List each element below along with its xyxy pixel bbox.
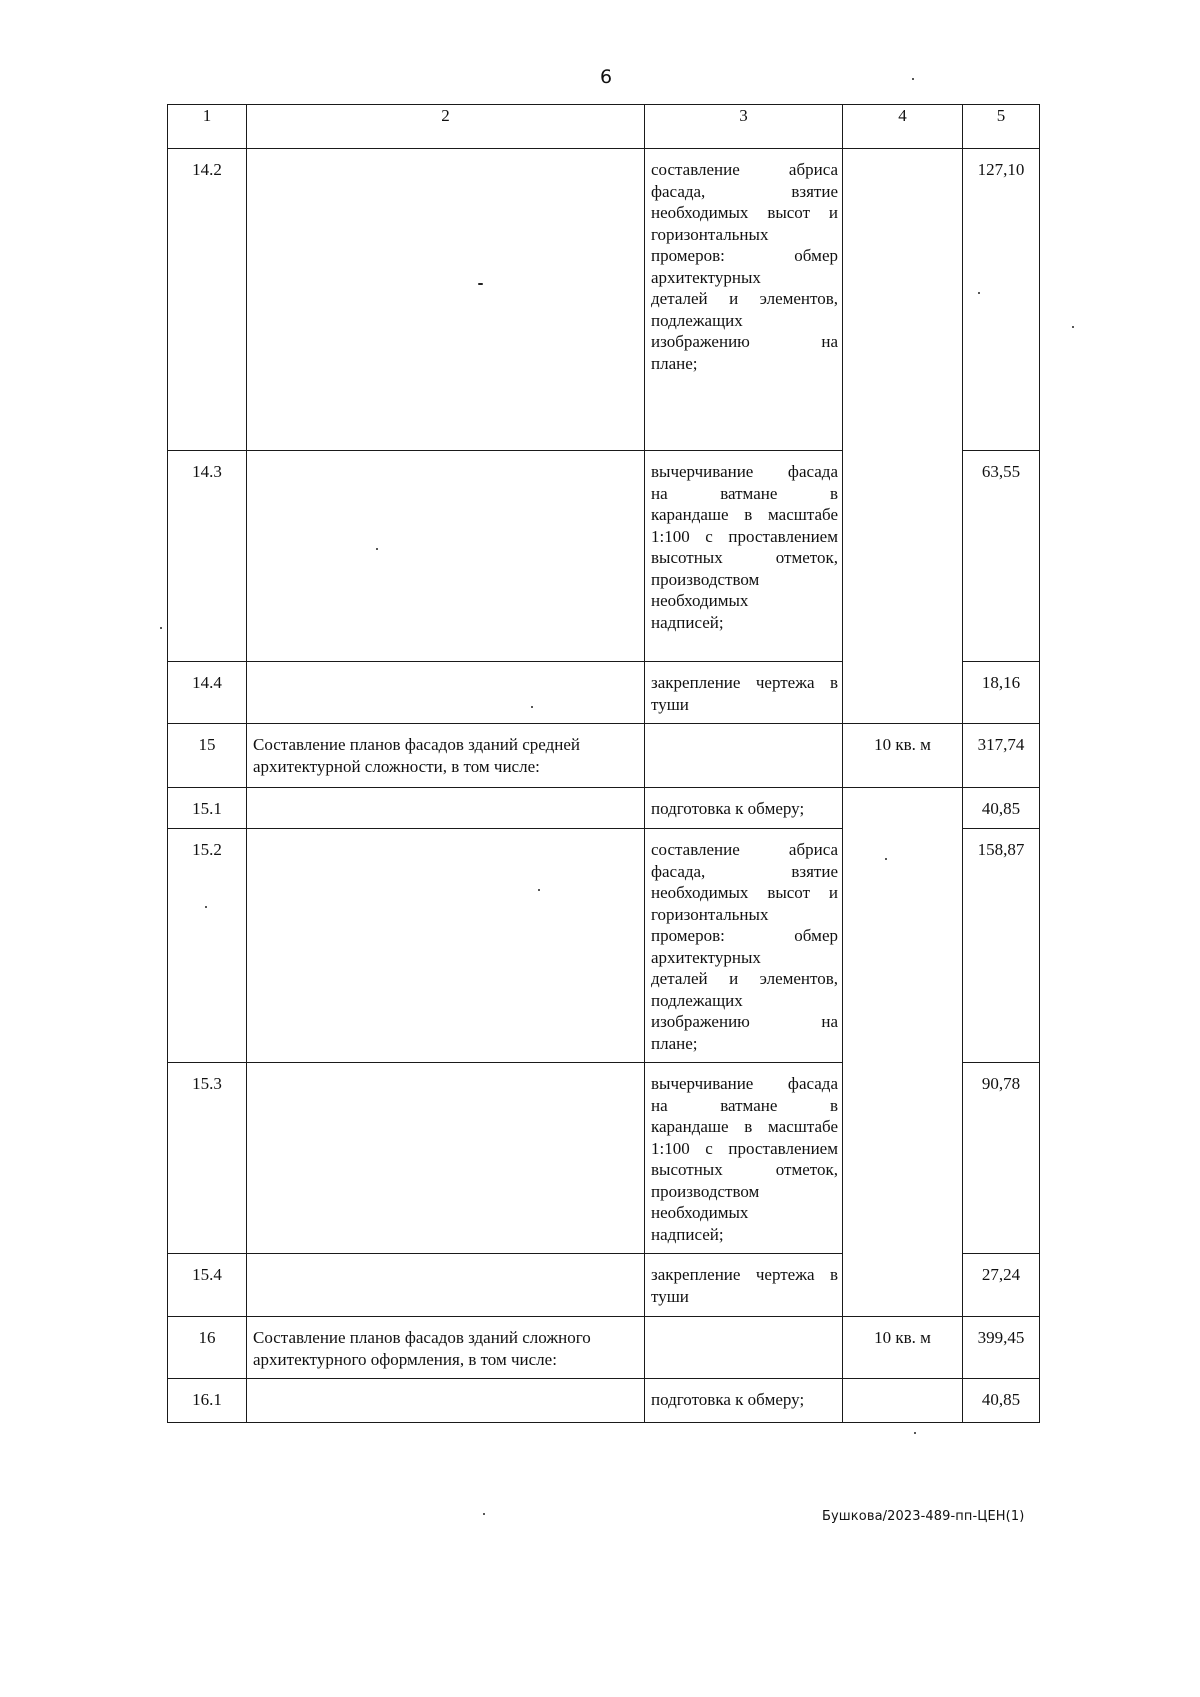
description-line: 1:100 с проставлением bbox=[651, 1138, 838, 1158]
description-line: горизонтальных bbox=[651, 224, 769, 244]
row-unit: 10 кв. м bbox=[843, 1317, 963, 1379]
description-line: подготовка к обмеру; bbox=[651, 799, 805, 818]
description-line: 1:100 с проставлением bbox=[651, 526, 838, 546]
row-number: 15.3 bbox=[168, 1063, 247, 1254]
description-line: высотных отметок, bbox=[651, 1160, 838, 1179]
description-line: необходимых высот и bbox=[651, 203, 838, 222]
row-number: 14.3 bbox=[168, 451, 247, 662]
description-line: высотных отметок, bbox=[651, 548, 838, 567]
row-description bbox=[645, 724, 843, 788]
description-line: вычерчивание фасада bbox=[651, 462, 838, 481]
description-line: производством bbox=[651, 1181, 760, 1201]
description-line: необходимых bbox=[651, 591, 749, 610]
row-unit bbox=[843, 149, 963, 724]
row-description bbox=[645, 788, 843, 829]
description-line: плане; bbox=[651, 1033, 698, 1053]
description-line: деталей и элементов, bbox=[651, 969, 838, 988]
description-line: архитектурных bbox=[651, 947, 761, 967]
scan-speck bbox=[205, 906, 207, 908]
row-unit bbox=[843, 1379, 963, 1423]
row-unit bbox=[843, 788, 963, 1317]
description-line: на ватмане в bbox=[651, 1095, 838, 1115]
scan-speck bbox=[531, 706, 533, 708]
row-price: 158,87 bbox=[963, 829, 1040, 1063]
row-name bbox=[247, 662, 645, 724]
description-line: плане; bbox=[651, 353, 698, 373]
row-name: Составление планов фасадов зданий сложного архитектурного оформления, в том числе: bbox=[247, 1317, 645, 1379]
row-name bbox=[247, 788, 645, 829]
description-line: составление абриса bbox=[651, 160, 838, 179]
row-name bbox=[247, 829, 645, 1063]
scan-speck bbox=[885, 858, 887, 860]
description-line: туши bbox=[651, 694, 689, 714]
row-name bbox=[247, 451, 645, 662]
row-number: 15.2 bbox=[168, 829, 247, 1063]
description-line: изображению на bbox=[651, 332, 838, 351]
description-line: надписей; bbox=[651, 612, 724, 632]
description-line: архитектурных bbox=[651, 267, 761, 287]
description-line: необходимых bbox=[651, 1203, 749, 1222]
table-row bbox=[168, 1379, 1040, 1423]
row-price: 40,85 bbox=[963, 788, 1040, 829]
description-line: составление абриса bbox=[651, 840, 838, 859]
page-number: 6 bbox=[599, 66, 613, 88]
description-line: закрепление чертежа в bbox=[651, 1265, 838, 1284]
description-line: изображению на bbox=[651, 1012, 838, 1031]
row-price: 27,24 bbox=[963, 1254, 1040, 1317]
description-line: фасада, взятие bbox=[651, 861, 838, 881]
description-line: туши bbox=[651, 1286, 689, 1306]
description-line: вычерчивание фасада bbox=[651, 1074, 838, 1093]
row-number: 14.4 bbox=[168, 662, 247, 724]
row-price: 317,74 bbox=[963, 724, 1040, 788]
table-row bbox=[168, 149, 1040, 451]
description-line: горизонтальных bbox=[651, 904, 769, 924]
row-price: 399,45 bbox=[963, 1317, 1040, 1379]
row-name bbox=[247, 1379, 645, 1423]
header-cell-5: 5 bbox=[963, 105, 1040, 149]
row-description bbox=[645, 451, 843, 662]
footer-document-code: Бушкова/2023-489-пп-ЦЕН(1) bbox=[822, 1509, 1025, 1524]
row-number: 15.4 bbox=[168, 1254, 247, 1317]
row-number: 15.1 bbox=[168, 788, 247, 829]
row-description bbox=[645, 1379, 843, 1423]
row-description bbox=[645, 149, 843, 451]
header-cell-2: 2 bbox=[247, 105, 645, 149]
description-line: карандаше в масштабе bbox=[651, 1117, 838, 1136]
description-line: карандаше в масштабе bbox=[651, 505, 838, 524]
description-line: подготовка к обмеру; bbox=[651, 1390, 805, 1409]
row-price: 90,78 bbox=[963, 1063, 1040, 1254]
row-description bbox=[645, 662, 843, 724]
description-line: на ватмане в bbox=[651, 483, 838, 503]
row-number: 15 bbox=[168, 724, 247, 788]
row-price: 18,16 bbox=[963, 662, 1040, 724]
header-cell-4: 4 bbox=[843, 105, 963, 149]
scan-speck bbox=[912, 78, 914, 80]
row-number: 16 bbox=[168, 1317, 247, 1379]
scan-speck bbox=[483, 1513, 485, 1515]
description-line: необходимых высот и bbox=[651, 883, 838, 902]
header-cell-3: 3 bbox=[645, 105, 843, 149]
row-name bbox=[247, 1254, 645, 1317]
description-line: подлежащих bbox=[651, 990, 743, 1010]
row-unit: 10 кв. м bbox=[843, 724, 963, 788]
description-line: промеров: обмер bbox=[651, 246, 838, 265]
row-name: Составление планов фасадов зданий средней архитектурной сложности, в том числе: bbox=[247, 724, 645, 788]
row-number: 16.1 bbox=[168, 1379, 247, 1423]
scan-speck bbox=[1072, 326, 1074, 328]
row-price: 127,10 bbox=[963, 149, 1040, 451]
scan-speck bbox=[478, 283, 483, 285]
table-row bbox=[168, 788, 1040, 829]
scan-speck bbox=[978, 292, 980, 294]
description-line: промеров: обмер bbox=[651, 926, 838, 945]
scan-speck bbox=[160, 627, 162, 629]
scan-speck bbox=[538, 889, 540, 891]
description-line: закрепление чертежа в bbox=[651, 673, 838, 692]
table-body bbox=[168, 105, 1040, 1423]
row-price: 63,55 bbox=[963, 451, 1040, 662]
description-line: деталей и элементов, bbox=[651, 289, 838, 308]
description-line: подлежащих bbox=[651, 310, 743, 330]
row-description bbox=[645, 829, 843, 1063]
header-cell-1: 1 bbox=[168, 105, 247, 149]
price-table bbox=[167, 104, 1040, 1423]
table-row bbox=[168, 724, 1040, 788]
description-line: производством bbox=[651, 569, 760, 589]
table-header-row bbox=[168, 105, 1040, 149]
scan-speck bbox=[376, 548, 378, 550]
description-line: надписей; bbox=[651, 1224, 724, 1244]
row-description bbox=[645, 1254, 843, 1317]
row-name bbox=[247, 149, 645, 451]
row-price: 40,85 bbox=[963, 1379, 1040, 1423]
scan-speck bbox=[914, 1432, 916, 1434]
description-line: фасада, взятие bbox=[651, 181, 838, 201]
row-number: 14.2 bbox=[168, 149, 247, 451]
row-description bbox=[645, 1063, 843, 1254]
row-description bbox=[645, 1317, 843, 1379]
table-row bbox=[168, 1317, 1040, 1379]
row-name bbox=[247, 1063, 645, 1254]
